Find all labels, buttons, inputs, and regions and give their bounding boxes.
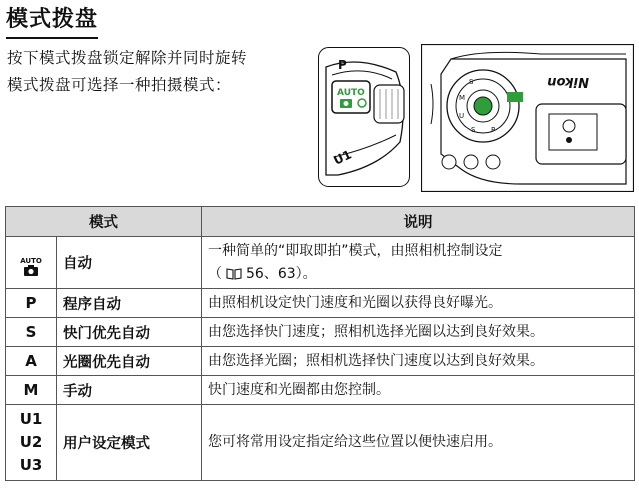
book-reference-icon bbox=[226, 268, 242, 280]
table-row bbox=[6, 376, 635, 405]
intro-line-2: 模式拨盘可选择一种拍摄模式： bbox=[7, 76, 232, 94]
mode-description bbox=[202, 237, 635, 289]
mode-description: 快门速度和光圈都由您控制。 bbox=[202, 376, 635, 405]
mode-description: 您可将常用设定指定给这些位置以便快速启用。 bbox=[202, 405, 635, 481]
table-row bbox=[6, 318, 635, 347]
dial-letter-p: P bbox=[338, 58, 347, 72]
mode-symbol-user bbox=[6, 405, 57, 481]
auto-desc-line1: 一种简单的“即取即拍”模式，由照相机控制设定 bbox=[208, 242, 503, 259]
mode-symbol: P bbox=[6, 289, 57, 318]
intro-text bbox=[7, 45, 312, 99]
mode-name: 自动 bbox=[57, 237, 202, 289]
mode-symbol: A bbox=[6, 347, 57, 376]
svg-text:P: P bbox=[491, 126, 496, 134]
mode-description: 由您选择光圈；照相机选择快门速度以达到良好效果。 bbox=[202, 347, 635, 376]
mode-name: 光圈优先自动 bbox=[57, 347, 202, 376]
mode-symbol-auto bbox=[6, 237, 57, 289]
mode-symbol: M bbox=[6, 376, 57, 405]
page-title: 模式拨盘 bbox=[6, 6, 98, 39]
svg-text:S: S bbox=[471, 126, 476, 134]
mode-symbol: S bbox=[6, 318, 57, 347]
svg-text:U: U bbox=[459, 112, 465, 120]
camera-icon bbox=[24, 265, 38, 276]
auto-mode-label: AUTO bbox=[20, 257, 42, 265]
mode-symbol-u1: U1 bbox=[19, 410, 43, 428]
shooting-modes-table bbox=[5, 206, 635, 481]
header-mode: 模式 bbox=[6, 207, 202, 237]
mode-name: 快门优先自动 bbox=[57, 318, 202, 347]
svg-text:M: M bbox=[459, 94, 466, 102]
mode-symbol-u3: U3 bbox=[19, 456, 43, 474]
mode-description: 由照相机设定快门速度和光圈以获得良好曝光。 bbox=[202, 289, 635, 318]
table-row bbox=[6, 347, 635, 376]
page-reference[interactable]: 56、63）。 bbox=[246, 265, 317, 282]
svg-text:S: S bbox=[469, 78, 474, 86]
mode-dial-closeup-illustration bbox=[318, 47, 410, 187]
auto-desc-line2 bbox=[208, 263, 628, 286]
mode-name: 程序自动 bbox=[57, 289, 202, 318]
camera-top-view-illustration bbox=[421, 44, 634, 192]
mode-name: 手动 bbox=[57, 376, 202, 405]
dial-letter-auto: AUTO bbox=[337, 88, 365, 98]
table-row bbox=[6, 237, 635, 289]
mode-symbol-u2: U2 bbox=[19, 433, 43, 451]
mode-name: 用户设定模式 bbox=[57, 405, 202, 481]
table-row bbox=[6, 289, 635, 318]
open-paren: （ bbox=[208, 265, 222, 282]
camera-brand-label: Nikon bbox=[547, 74, 589, 89]
header-description: 说明 bbox=[202, 207, 635, 237]
table-row bbox=[6, 405, 635, 481]
dial-letter-u1: U1 bbox=[331, 147, 354, 168]
intro-line-1: 按下模式拨盘锁定解除并同时旋转 bbox=[7, 49, 248, 67]
mode-description: 由您选择快门速度；照相机选择光圈以达到良好效果。 bbox=[202, 318, 635, 347]
